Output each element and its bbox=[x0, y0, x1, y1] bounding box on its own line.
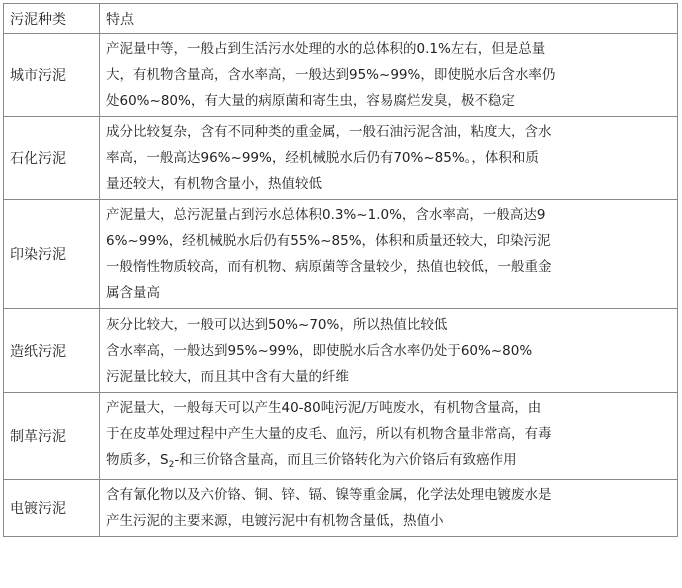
table-row bbox=[4, 309, 678, 393]
desc-line: 属含量高 bbox=[106, 285, 160, 301]
table-row bbox=[4, 393, 678, 480]
table-row bbox=[4, 200, 678, 309]
desc-line: 灰分比较大，一般可以达到50%~70%，所以热值比较低 bbox=[106, 316, 448, 333]
desc-text: -和三价铬含量高，而且三价铬转化为六价铬后有致癌作用 bbox=[174, 451, 517, 468]
desc-line: 大，有机物含量高，含水率高，一般达到95%~99%，即使脱水后含水率仍 bbox=[106, 67, 556, 83]
sludge-characteristics-table bbox=[3, 3, 678, 537]
desc-line: 于在皮革处理过程中产生大量的皮毛、血污，所以有机物含量非常高，有毒 bbox=[106, 425, 552, 442]
header-row bbox=[4, 4, 678, 34]
subscript-2: 2 bbox=[168, 459, 175, 470]
sludge-type-cell: 印染污泥 bbox=[4, 200, 100, 309]
characteristics-cell bbox=[100, 200, 678, 309]
sludge-type-cell: 制革污泥 bbox=[4, 393, 100, 480]
header-sludge-type: 污泥种类 bbox=[4, 4, 100, 34]
desc-line: 量还较大，有机物含量小，热值较低 bbox=[106, 176, 322, 192]
table-row bbox=[4, 34, 678, 117]
table-row bbox=[4, 480, 678, 537]
desc-text: 物质多，S bbox=[106, 451, 169, 468]
characteristics-cell bbox=[100, 117, 678, 200]
characteristics-cell bbox=[100, 309, 678, 393]
desc-line: 污泥量比较大，而且其中含有大量的纤维 bbox=[106, 368, 349, 385]
desc-line: 6%~99%，经机械脱水后仍有55%~85%，体积和质量还较大，印染污泥 bbox=[106, 233, 551, 249]
header-characteristics: 特点 bbox=[100, 4, 678, 34]
table-row bbox=[4, 117, 678, 200]
sludge-type-cell: 造纸污泥 bbox=[4, 309, 100, 393]
desc-line: 产泥量中等，一般占到生活污水处理的水的总体积的0.1%左右，但是总量 bbox=[106, 41, 546, 57]
sludge-type-cell: 城市污泥 bbox=[4, 34, 100, 117]
desc-line bbox=[106, 447, 671, 478]
desc-line: 产泥量大，总污泥量占到污水总体积0.3%~1.0%，含水率高，一般高达9 bbox=[106, 207, 546, 223]
desc-line: 含水率高，一般达到95%~99%，即使脱水后含水率仍处于60%~80% bbox=[106, 342, 533, 359]
desc-line: 一般惰性物质较高，而有机物、病原菌等含量较少，热值也较低，一般重金 bbox=[106, 259, 552, 275]
characteristics-cell bbox=[100, 34, 678, 117]
characteristics-cell bbox=[100, 480, 678, 537]
desc-line: 率高，一般高达96%~99%，经机械脱水后仍有70%~85%。，体积和质 bbox=[106, 150, 539, 166]
desc-line: 产泥量大，一般每天可以产生40-80吨污泥/万吨废水，有机物含量高，由 bbox=[106, 399, 542, 416]
desc-line: 含有氰化物以及六价铬、铜、锌、镉、镍等重金属，化学法处理电镀废水是 bbox=[106, 487, 552, 503]
desc-line: 处60%~80%，有大量的病原菌和寄生虫，容易腐烂发臭，极不稳定 bbox=[106, 93, 515, 109]
characteristics-cell bbox=[100, 393, 678, 480]
desc-line: 成分比较复杂，含有不同种类的重金属，一般石油污泥含油，粘度大，含水 bbox=[106, 124, 552, 140]
sludge-type-cell: 石化污泥 bbox=[4, 117, 100, 200]
sludge-type-cell: 电镀污泥 bbox=[4, 480, 100, 537]
desc-line: 产生污泥的主要来源，电镀污泥中有机物含量低，热值小 bbox=[106, 513, 444, 529]
